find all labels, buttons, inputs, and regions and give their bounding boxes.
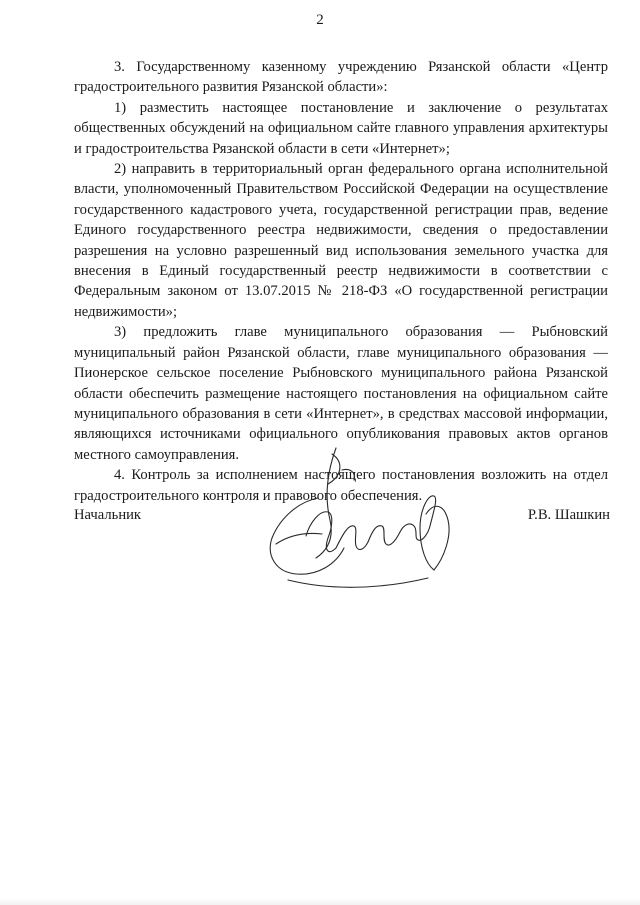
page-number: 2 xyxy=(316,12,324,28)
paragraph-subitem-2: 2) направить в территориальный орган федерального органа исполнительной власти, уполномоченный Правительством Российской Федерации на осуществление государственного кадастрового учета, государственной регистрации прав, ведение Единого государственного реестра недвижимости, сведения о предоставлении разрешения на условно разрешенный вид использования земельного участка для внесения в Единый государственный реестр недвижимости в соответствии с Федеральным законом от 13.07.2015 № 218-ФЗ «О государственной регистрации недвижимости»; xyxy=(74,161,608,320)
signatory-position: Начальник xyxy=(74,507,142,523)
scan-bottom-edge xyxy=(0,898,640,905)
document-body xyxy=(74,57,608,506)
paragraph-item-4: 4. Контроль за исполнением настоящего постановления возложить на отдел градостроительного контроля и правового обеспечения. xyxy=(74,467,608,504)
paragraph-subitem-3: 3) предложить главе муниципального образования — Рыбновский муниципальный район Рязанской области, главе муниципального образования — Пионерское сельское поселение Рыбновского муниципального района Рязанской области обеспечить размещение настоящего постановления на официальном сайте муниципального образования в сети «Интернет», в средствах массовой информации, являющихся источниками официального опубликования правовых актов органов местного самоуправления. xyxy=(74,324,608,463)
paragraph-item-3: 3. Государственному казенному учреждению Рязанской области «Центр градостроительного развития Рязанской области»: xyxy=(74,59,608,96)
signatory-name: Р.В. Шашкин xyxy=(527,507,610,523)
signature-block xyxy=(74,507,610,597)
paragraph-subitem-1: 1) разместить настоящее постановление и заключение о результатах общественных обсуждений на официальном сайте главного управления архитектуры и градостроительства Рязанской области в сети «Интернет»; xyxy=(74,99,608,157)
